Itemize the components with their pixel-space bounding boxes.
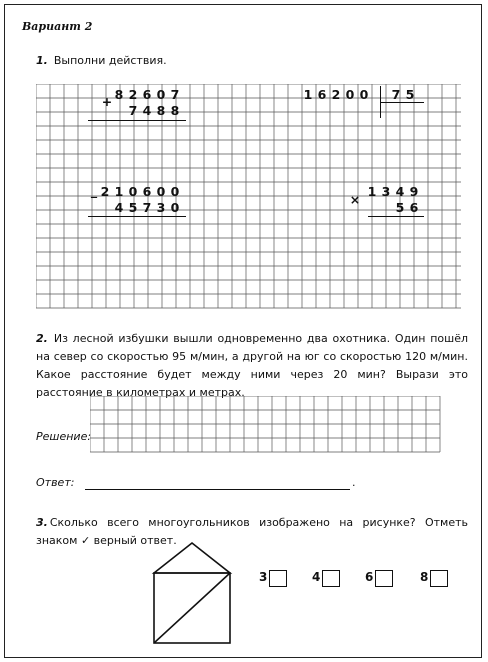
subtraction-digit: 1 [114, 184, 124, 199]
option-3-label: 3 [259, 570, 268, 584]
multiplication-digit: 1 [367, 184, 377, 199]
division-digit: 0 [345, 87, 355, 102]
multiplication-digit: 3 [381, 184, 391, 199]
addition-sign: + [101, 94, 113, 109]
subtraction-digit: 0 [156, 184, 166, 199]
variant-title: Вариант 2 [22, 20, 93, 33]
division-quotient-line [380, 102, 424, 103]
addition-digit: 8 [114, 87, 124, 102]
addition-digit: 2 [128, 87, 138, 102]
option-8-label: 8 [420, 570, 429, 584]
task1-number: 1. [36, 54, 48, 67]
multiplication-sign: × [349, 192, 361, 207]
multiplication-digit: 6 [409, 200, 419, 215]
subtraction-result-line [88, 216, 186, 217]
subtraction-digit: 4 [114, 200, 124, 215]
subtraction-digit: 0 [170, 200, 180, 215]
division-digit: 0 [359, 87, 369, 102]
multiplication-result-line [368, 216, 424, 217]
answer-line[interactable] [85, 489, 350, 490]
subtraction-digit: 3 [156, 200, 166, 215]
task1-text: Выполни действия. [53, 54, 167, 67]
option-6-checkbox[interactable] [375, 570, 393, 587]
subtraction-digit: 0 [170, 184, 180, 199]
addition-digit: 8 [170, 103, 180, 118]
multiplication-digit: 9 [409, 184, 419, 199]
option-4-checkbox[interactable] [322, 570, 340, 587]
house-figure [150, 540, 236, 648]
addition-digit: 4 [142, 103, 152, 118]
task3-text: Сколько всего многоугольников изображено на рисунке? Отметь знаком ✓ верный ответ. [36, 516, 468, 547]
task2-text-block [36, 330, 468, 402]
option-8-checkbox[interactable] [430, 570, 448, 587]
answer-label: Ответ: [36, 476, 75, 489]
multiplication-digit: 5 [395, 200, 405, 215]
solution-label: Решение: [36, 430, 92, 443]
multiplication-digit: 4 [395, 184, 405, 199]
addition-digit: 8 [156, 103, 166, 118]
division-digit: 2 [331, 87, 341, 102]
addition-digit: 7 [170, 87, 180, 102]
subtraction-sign: _ [90, 183, 98, 198]
option-4-label: 4 [312, 570, 321, 584]
task1-heading [36, 54, 167, 67]
division-digit: 1 [303, 87, 313, 102]
answer-end: . [352, 476, 356, 489]
option-6-label: 6 [365, 570, 374, 584]
addition-digit: 7 [128, 103, 138, 118]
task2-number: 2. [36, 332, 48, 345]
division-digit: 5 [405, 87, 415, 102]
addition-digit: 6 [142, 87, 152, 102]
subtraction-digit: 0 [128, 184, 138, 199]
task2-text: Из лесной избушки вышли одновременно два охотника. Один пошёл на север со скоростью 95 м/мин, а другой на юг со скоростью 120 м/мин. Какое расстояние будет между ними через 20 мин? Вырази это расстояние в километрах и метрах. [36, 332, 468, 399]
division-digit: 6 [317, 87, 327, 102]
task3-number: 3. [36, 516, 48, 529]
addition-result-line [88, 120, 186, 121]
addition-digit: 0 [156, 87, 166, 102]
subtraction-digit: 2 [100, 184, 110, 199]
division-digit: 7 [391, 87, 401, 102]
task3-text-block [36, 514, 468, 550]
subtraction-digit: 6 [142, 184, 152, 199]
option-3-checkbox[interactable] [269, 570, 287, 587]
task2-grid [90, 396, 446, 460]
subtraction-digit: 5 [128, 200, 138, 215]
subtraction-digit: 7 [142, 200, 152, 215]
